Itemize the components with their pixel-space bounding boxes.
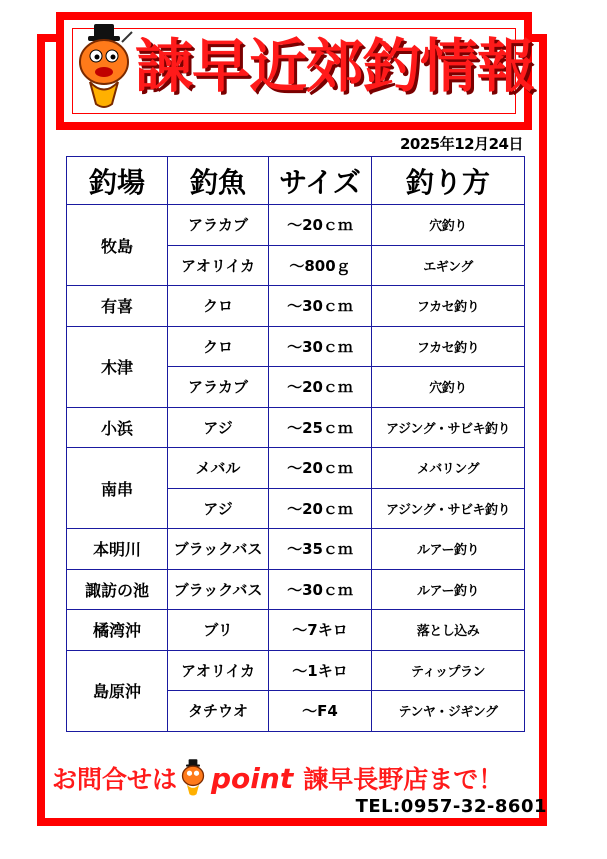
size-cell: ～20ｃｍ — [269, 205, 372, 246]
spot-cell: 本明川 — [67, 529, 168, 570]
brand-logo: point — [211, 761, 294, 795]
fish-cell: タチウオ — [168, 691, 269, 732]
size-cell: ～35ｃｍ — [269, 529, 372, 570]
report-date: 2025年12月24日 — [400, 135, 523, 153]
method-cell: メバリング — [372, 448, 525, 489]
fish-cell: アオリイカ — [168, 245, 269, 286]
method-cell: フカセ釣り — [372, 286, 525, 327]
fish-cell: アジ — [168, 488, 269, 529]
table-row — [67, 205, 525, 246]
page-title: 諫早近郊釣情報 — [135, 32, 535, 100]
size-cell: ～800ｇ — [269, 245, 372, 286]
method-cell: ルアー釣り — [372, 569, 525, 610]
phone-number: TEL:0957-32-8601 — [355, 796, 547, 817]
header-spot: 釣場 — [67, 157, 168, 205]
header-size: サイズ — [269, 157, 372, 205]
table-row — [67, 448, 525, 489]
method-cell: テンヤ・ジギング — [372, 691, 525, 732]
fish-cell: ブリ — [168, 610, 269, 651]
method-cell: ルアー釣り — [372, 529, 525, 570]
method-cell: 穴釣り — [372, 367, 525, 408]
fish-cell: ブラックバス — [168, 569, 269, 610]
spot-cell: 島原沖 — [67, 650, 168, 731]
fish-cell: クロ — [168, 286, 269, 327]
contact-footer — [52, 758, 552, 798]
footer-suffix: 諫早長野店まで！ — [303, 765, 504, 794]
method-cell: 穴釣り — [372, 205, 525, 246]
size-cell: ～25ｃｍ — [269, 407, 372, 448]
table-row — [67, 610, 525, 651]
spot-cell: 小浜 — [67, 407, 168, 448]
table-row — [67, 529, 525, 570]
table-header-row — [67, 157, 525, 205]
method-cell: アジング・サビキ釣り — [372, 407, 525, 448]
header-method: 釣り方 — [372, 157, 525, 205]
footer-prefix: お問合せは — [52, 765, 178, 794]
fish-cell: アラカブ — [168, 205, 269, 246]
size-cell: ～20ｃｍ — [269, 488, 372, 529]
size-cell: ～20ｃｍ — [269, 448, 372, 489]
size-cell: ～1キロ — [269, 650, 372, 691]
method-cell: ティップラン — [372, 650, 525, 691]
table-row — [67, 407, 525, 448]
fish-mascot-icon — [179, 758, 207, 798]
size-cell: ～30ｃｍ — [269, 286, 372, 327]
fish-mascot-icon — [72, 22, 136, 112]
header-fish: 釣魚 — [168, 157, 269, 205]
size-cell: ～F4 — [269, 691, 372, 732]
fish-cell: アジ — [168, 407, 269, 448]
method-cell: エギング — [372, 245, 525, 286]
fish-cell: ブラックバス — [168, 529, 269, 570]
spot-cell: 木津 — [67, 326, 168, 407]
size-cell: ～30ｃｍ — [269, 569, 372, 610]
spot-cell: 橘湾沖 — [67, 610, 168, 651]
table-row — [67, 326, 525, 367]
size-cell: ～20ｃｍ — [269, 367, 372, 408]
table-row — [67, 569, 525, 610]
spot-cell: 南串 — [67, 448, 168, 529]
fish-cell: メバル — [168, 448, 269, 489]
size-cell: ～7キロ — [269, 610, 372, 651]
size-cell: ～30ｃｍ — [269, 326, 372, 367]
table-row — [67, 286, 525, 327]
method-cell: アジング・サビキ釣り — [372, 488, 525, 529]
table-row — [67, 650, 525, 691]
spot-cell: 牧島 — [67, 205, 168, 286]
fish-cell: クロ — [168, 326, 269, 367]
method-cell: フカセ釣り — [372, 326, 525, 367]
method-cell: 落とし込み — [372, 610, 525, 651]
fishing-report-table — [66, 156, 525, 732]
spot-cell: 諏訪の池 — [67, 569, 168, 610]
spot-cell: 有喜 — [67, 286, 168, 327]
fish-cell: アオリイカ — [168, 650, 269, 691]
fish-cell: アラカブ — [168, 367, 269, 408]
